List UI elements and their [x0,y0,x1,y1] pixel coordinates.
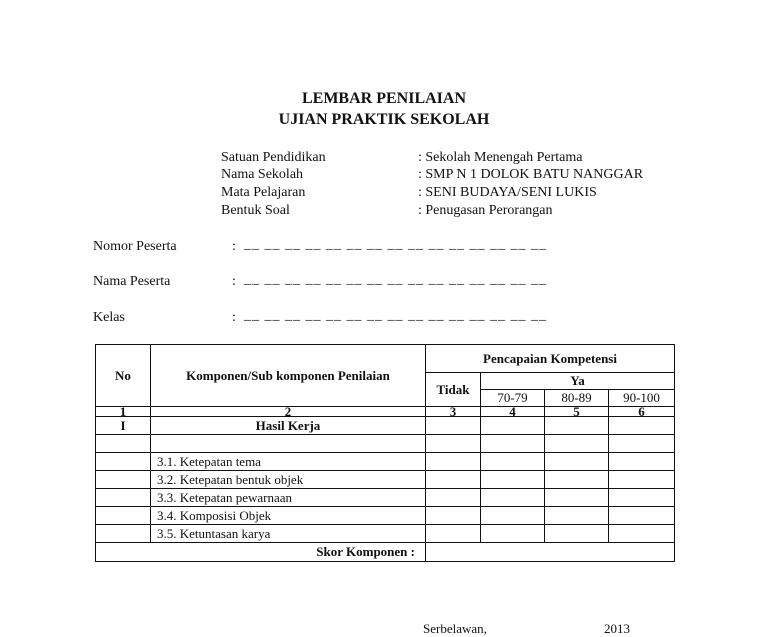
participant-number-colon: : [232,239,236,254]
header-range-70-79: 70-79 [481,390,545,407]
class-label: Kelas [93,310,125,325]
index-cell: 2 [151,407,426,417]
document-title: LEMBAR PENILAIAN [301,90,466,107]
score-cell[interactable] [545,489,609,507]
header-component: Komponen/Sub komponen Penilaian [151,345,426,407]
total-score-label: Skor Komponen : [151,543,426,562]
meta-value-school-level: : Sekolah Menengah Pertama [418,150,583,165]
criterion-label: 3.4. Komposisi Objek [151,507,426,525]
header-range-80-89: 80-89 [545,390,609,407]
score-cell[interactable] [481,417,545,435]
meta-value-school-name: : SMP N 1 DOLOK BATU NANGGAR [418,167,644,182]
score-cell[interactable] [545,471,609,489]
score-cell[interactable] [426,507,481,525]
criterion-label: 3.5. Ketuntasan karya [151,525,426,543]
score-cell[interactable] [609,525,675,543]
score-cell[interactable] [545,453,609,471]
table-row [96,507,675,525]
section-number: I [96,417,151,435]
score-cell[interactable] [481,435,545,453]
table-row [96,525,675,543]
criterion-label: 3.1. Ketepatan tema [151,453,426,471]
blank-row [96,435,675,453]
header-range-90-100: 90-100 [609,390,675,407]
score-cell[interactable] [481,471,545,489]
signature-place: Serbelawan, [423,621,487,636]
participant-name-colon: : [232,274,236,289]
score-cell[interactable] [426,525,481,543]
document-subtitle: UJIAN PRAKTIK SEKOLAH [278,111,490,128]
score-cell[interactable] [609,489,675,507]
participant-number-field[interactable]: __ __ __ __ __ __ __ __ __ __ __ __ __ __ __ [244,237,547,252]
assessment-table [95,344,675,562]
score-cell[interactable] [545,507,609,525]
score-cell[interactable] [481,507,545,525]
header-no: No [96,345,151,407]
meta-value-subject: : SENI BUDAYA/SENI LUKIS [418,185,597,200]
score-cell[interactable] [609,471,675,489]
meta-value-question-form: : Penugasan Perorangan [418,203,553,218]
index-cell: 3 [426,407,481,417]
participant-name-field[interactable]: __ __ __ __ __ __ __ __ __ __ __ __ __ __ __ [244,272,547,287]
participant-number-label: Nomor Peserta [93,239,177,254]
index-cell: 5 [545,407,609,417]
meta-label-school-level: Satuan Pendidikan [221,150,326,165]
header-ya: Ya [481,373,675,390]
index-cell: 4 [481,407,545,417]
score-cell[interactable] [545,435,609,453]
score-cell[interactable] [545,417,609,435]
score-cell[interactable] [609,453,675,471]
score-cell[interactable] [609,435,675,453]
score-cell[interactable] [481,453,545,471]
criterion-label: 3.2. Ketepatan bentuk objek [151,471,426,489]
table-row [96,471,675,489]
score-cell[interactable] [426,453,481,471]
index-cell: 6 [609,407,675,417]
participant-name-label: Nama Peserta [93,274,171,289]
score-cell[interactable] [426,471,481,489]
score-cell[interactable] [481,525,545,543]
score-cell[interactable] [426,489,481,507]
section-row [96,417,675,435]
class-colon: : [232,310,236,325]
signature-year: 2013 [604,621,630,636]
score-cell[interactable] [609,417,675,435]
score-cell[interactable] [545,525,609,543]
score-cell[interactable] [426,435,481,453]
meta-label-subject: Mata Pelajaran [221,185,306,200]
criterion-label: 3.3. Ketepatan pewarnaan [151,489,426,507]
score-cell[interactable] [481,489,545,507]
score-cell[interactable] [609,507,675,525]
header-achievement: Pencapaian Kompetensi [426,345,675,373]
section-title: Hasil Kerja [151,417,426,435]
score-cell[interactable] [426,417,481,435]
meta-label-question-form: Bentuk Soal [221,203,290,218]
table-row [96,453,675,471]
table-row [96,489,675,507]
index-cell: 1 [96,407,151,417]
meta-label-school-name: Nama Sekolah [221,167,304,182]
header-tidak: Tidak [426,373,481,407]
total-score-cell[interactable] [426,543,675,562]
index-row [96,407,675,417]
class-field[interactable]: __ __ __ __ __ __ __ __ __ __ __ __ __ __ __ [244,308,547,323]
total-row [96,543,675,562]
